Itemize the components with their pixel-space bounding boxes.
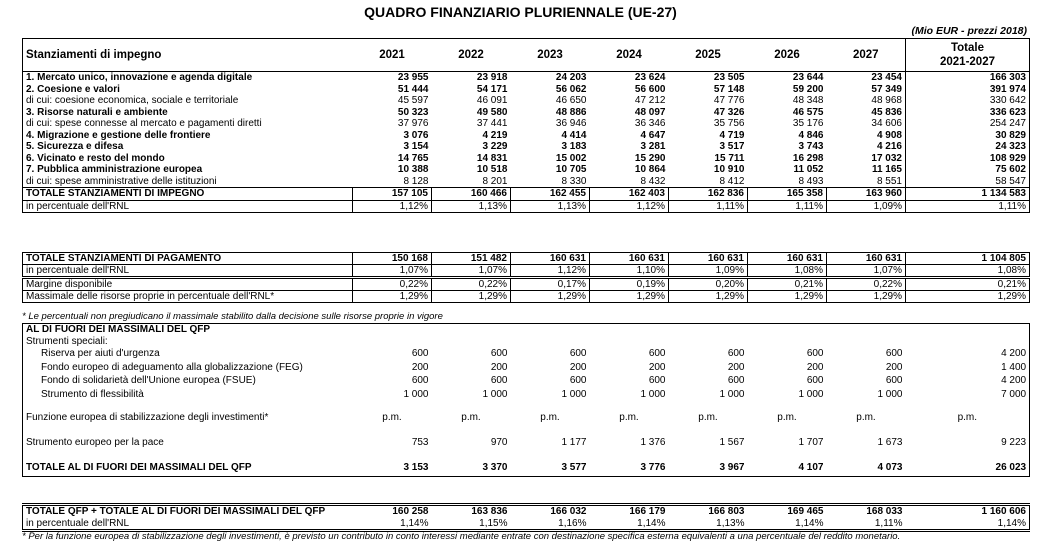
row-value: 3 154 [403, 141, 429, 152]
row-value: 163 836 [471, 506, 508, 517]
row-total: 1 104 805 [906, 253, 1030, 265]
row-value: 1 000 [482, 388, 508, 400]
row-value: 3 076 [403, 129, 429, 141]
row-value: 1,29% [827, 291, 906, 303]
row-total: 0,21% [906, 278, 1030, 291]
row-value: 1,07% [353, 265, 432, 278]
row-value: 600 [806, 375, 824, 386]
header-year: 2021 [379, 49, 405, 61]
row-value: 14 831 [476, 152, 508, 164]
row-total: 108 929 [906, 153, 1030, 165]
row-value: 23 644 [792, 72, 824, 83]
row-value: 1,14% [795, 517, 824, 529]
row-value: 1 000 [877, 388, 903, 400]
row-value: 160 631 [669, 253, 748, 265]
row-label: TOTALE STANZIAMENTI DI PAGAMENTO [26, 253, 222, 264]
row-value: 8 330 [561, 175, 587, 187]
row-value: 15 711 [714, 152, 745, 164]
row-label: di cui: spese connesse al mercato e pagamenti diretti [26, 118, 262, 129]
row-value: 970 [490, 437, 508, 449]
header-year: 2025 [695, 49, 721, 61]
row-value: 57 349 [871, 83, 902, 95]
row-value: 1,29% [669, 291, 748, 303]
row-label: 6. Vicinato e resto del mondo [26, 152, 165, 164]
row-value: 10 910 [713, 164, 745, 175]
row-value: 163 960 [827, 188, 906, 201]
header-total [906, 39, 1030, 72]
row-label: di cui: coesione economica, sociale e territoriale [26, 95, 239, 106]
row-value: 47 326 [713, 106, 745, 118]
row-value: 1,12% [353, 200, 432, 213]
row-value: 160 631 [827, 253, 906, 265]
outside-ceilings-table [22, 323, 1030, 477]
row-label: in percentuale dell'RNL [26, 517, 130, 529]
margin-row [23, 278, 1030, 291]
row-value: 1 376 [640, 437, 666, 449]
row-value: 160 631 [748, 253, 827, 265]
row-label: Margine disponibile [26, 279, 113, 290]
row-value: 14 765 [397, 152, 429, 164]
spacer-row-cell [23, 450, 1030, 460]
row-value: 4 073 [877, 462, 903, 474]
commitments-table [22, 38, 1030, 213]
row-value: 1,29% [353, 291, 432, 303]
grand-total-table [22, 503, 1030, 532]
row-value: 8 201 [482, 175, 508, 187]
row-value: 1,14% [637, 517, 666, 529]
row-value: 8 412 [719, 175, 745, 187]
row-total: 26 023 [995, 462, 1027, 474]
row-value: 600 [885, 348, 903, 359]
commitment-row [23, 107, 1030, 119]
instrument-row [23, 374, 1030, 388]
row-value: 35 756 [713, 118, 745, 129]
row-value: 600 [411, 375, 429, 386]
row-label: TOTALE AL DI FUORI DEI MASSIMALI DEL QFP [26, 462, 252, 474]
row-value: 162 455 [511, 188, 590, 201]
row-value: 16 298 [792, 152, 824, 164]
row-value: 1,29% [511, 291, 590, 303]
row-value: 3 153 [403, 462, 429, 474]
row-value: 1 177 [561, 437, 587, 449]
row-value: 10 705 [555, 164, 587, 175]
row-value: 200 [648, 361, 666, 373]
row-value: 4 719 [719, 129, 745, 141]
total-commitments-row [23, 188, 1030, 201]
row-value: 165 358 [748, 188, 827, 201]
row-value: 1 000 [798, 388, 824, 400]
row-value: 169 465 [787, 506, 824, 517]
row-value: 35 176 [792, 118, 824, 129]
row-value: 166 032 [550, 506, 587, 517]
row-value: 10 864 [634, 164, 666, 175]
row-value: 0,22% [432, 278, 511, 291]
instrument-row [23, 347, 1030, 361]
grand-total-pct-row [23, 518, 1030, 531]
row-value: 1 000 [561, 388, 587, 400]
row-total: 1 160 606 [981, 506, 1026, 517]
row-value: 600 [648, 375, 666, 386]
row-value: 600 [490, 348, 508, 359]
row-total: 254 247 [906, 118, 1030, 130]
row-value: 10 388 [397, 164, 429, 175]
row-value: 200 [806, 361, 824, 373]
row-label: Massimale delle risorse proprie in percentuale dell'RNL* [26, 291, 275, 302]
outside-heading-cell: AL DI FUORI DEI MASSIMALI DEL QFP [26, 324, 211, 335]
row-value: 600 [648, 348, 666, 359]
row-value: 160 631 [590, 253, 669, 265]
row-value: 3 370 [482, 462, 508, 474]
grand-total-row [23, 505, 1030, 518]
row-value: 51 444 [397, 83, 429, 95]
row-total: 1,14% [997, 517, 1026, 529]
header-year: 2027 [852, 49, 879, 61]
row-total: 75 602 [906, 164, 1030, 176]
row-value: 1,11% [874, 517, 903, 529]
header-year: 2022 [458, 49, 484, 61]
row-value: 45 836 [871, 106, 902, 118]
total-payments-pct-row [23, 265, 1030, 278]
commitment-row [23, 130, 1030, 142]
row-value: 0,19% [590, 278, 669, 291]
row-total: 166 303 [906, 72, 1030, 84]
instrument-row [23, 361, 1030, 375]
row-value: p.m. [698, 412, 718, 424]
row-value: 4 647 [640, 129, 666, 141]
row-value: 49 580 [476, 106, 508, 118]
row-total: 58 547 [906, 176, 1030, 188]
total-payments-row [23, 253, 1030, 265]
row-value: 23 955 [397, 72, 429, 83]
footnote-stabilisation: * Per la funzione europea di stabilizzazione degli investimenti, è previsto un contributo in conto interessi mediante entrate con destinazione specifica esterna equivalenti a una percentuale del reddito monetario. [22, 531, 901, 542]
page-title: QUADRO FINANZIARIO PLURIENNALE (UE-27) [364, 4, 677, 20]
commitment-row [23, 176, 1030, 188]
instrument-row [23, 388, 1030, 402]
commitment-row [23, 95, 1030, 107]
row-value: 1 000 [719, 388, 745, 400]
row-value: 3 281 [640, 141, 666, 152]
row-value: 50 323 [397, 106, 429, 118]
header-year: 2023 [537, 49, 563, 61]
row-value: 34 606 [871, 118, 902, 129]
row-value: 600 [490, 375, 508, 386]
row-value: 1,29% [748, 291, 827, 303]
peace-facility-row [23, 436, 1030, 450]
row-total: 1 400 [1001, 361, 1027, 373]
row-value: 200 [490, 361, 508, 373]
row-value: 59 200 [792, 83, 824, 95]
row-value: 3 776 [640, 462, 666, 474]
row-value: 168 033 [866, 506, 903, 517]
row-value: 17 032 [871, 152, 902, 164]
row-value: p.m. [461, 412, 481, 424]
row-value: 47 212 [634, 95, 666, 106]
row-value: 10 518 [476, 164, 508, 175]
commitment-row [23, 118, 1030, 130]
row-value: p.m. [619, 412, 639, 424]
row-value: 23 918 [476, 72, 508, 83]
row-value: 8 432 [640, 175, 666, 187]
row-value: 160 631 [511, 253, 590, 265]
row-value: 3 183 [561, 141, 587, 152]
row-value: 54 171 [476, 83, 508, 95]
row-value: 24 203 [555, 72, 587, 83]
row-value: 46 650 [555, 95, 587, 106]
row-value: 200 [885, 361, 903, 373]
row-value: 1,16% [558, 517, 587, 529]
row-label: Funzione europea di stabilizzazione degli investimenti* [26, 412, 269, 424]
commitment-row [23, 84, 1030, 96]
row-value: 46 091 [476, 95, 508, 106]
row-value: 48 097 [634, 106, 666, 118]
row-value: 1,13% [511, 200, 590, 213]
row-value: 157 105 [353, 188, 432, 201]
row-label: di cui: spese amministrative delle istituzioni [26, 175, 217, 187]
row-value: 37 976 [397, 118, 429, 129]
header-total-line2: 2021-2027 [940, 56, 995, 68]
row-value: 1 000 [403, 388, 429, 400]
row-value: 48 968 [871, 95, 902, 106]
row-label: TOTALE QFP + TOTALE AL DI FUORI DEI MASSIMALI DEL QFP [26, 506, 326, 517]
row-label: Fondo di solidarietà dell'Unione europea (FSUE) [41, 375, 256, 386]
row-value: 23 624 [634, 72, 666, 83]
row-value: 15 002 [555, 152, 587, 164]
row-total: 391 974 [906, 84, 1030, 96]
row-total: 336 623 [906, 107, 1030, 119]
row-value: 11 052 [793, 164, 824, 175]
row-value: 0,22% [827, 278, 906, 291]
row-label: Strumento di flessibilità [41, 388, 144, 400]
row-value: 1,13% [716, 517, 745, 529]
row-value: 162 403 [590, 188, 669, 201]
row-value: 1,12% [511, 265, 590, 278]
row-label: in percentuale dell'RNL [26, 200, 130, 212]
row-value: 1,29% [432, 291, 511, 303]
row-value: 3 517 [719, 141, 745, 152]
row-label: 2. Coesione e valori [26, 83, 120, 95]
row-value: 8 551 [876, 175, 902, 187]
special-instruments-label [23, 336, 1030, 348]
row-value: 600 [727, 348, 745, 359]
row-label: TOTALE STANZIAMENTI DI IMPEGNO [26, 188, 205, 199]
row-value: 160 258 [392, 506, 429, 517]
row-label: Strumento europeo per la pace [26, 437, 164, 449]
row-value: 1,07% [432, 265, 511, 278]
row-value: 160 466 [432, 188, 511, 201]
row-value: 57 148 [713, 83, 745, 95]
row-value: 162 836 [669, 188, 748, 201]
row-value: 3 577 [561, 462, 587, 474]
spacer-row [23, 401, 1030, 411]
row-value: 1 567 [719, 437, 745, 449]
row-value: 1,10% [590, 265, 669, 278]
row-value: 4 846 [798, 129, 824, 141]
row-value: 11 165 [871, 164, 902, 175]
row-value: 36 346 [634, 118, 666, 129]
row-total: 330 642 [906, 95, 1030, 107]
commitment-row [23, 141, 1030, 153]
row-value: p.m. [856, 412, 876, 424]
row-value: 4 908 [876, 129, 902, 141]
row-value: 4 216 [876, 141, 902, 152]
stabilisation-row [23, 411, 1030, 425]
header-row [23, 39, 1030, 72]
row-value: 0,22% [353, 278, 432, 291]
outside-heading [23, 324, 1030, 336]
row-value: 3 743 [798, 141, 824, 152]
row-value: 600 [727, 375, 745, 386]
row-value: 8 493 [798, 175, 824, 187]
row-value: 37 441 [476, 118, 508, 129]
header-year: 2026 [774, 49, 800, 61]
row-total: 7 000 [1001, 388, 1027, 400]
row-label: 1. Mercato unico, innovazione e agenda digitale [26, 72, 253, 83]
row-value: 3 967 [719, 462, 745, 474]
row-value: 1,29% [590, 291, 669, 303]
row-value: 1 707 [798, 437, 824, 449]
row-value: 151 482 [432, 253, 511, 265]
row-value: 753 [411, 437, 429, 449]
row-value: 4 414 [561, 129, 587, 141]
row-value: 45 597 [397, 95, 429, 106]
row-label: Fondo europeo di adeguamento alla globalizzazione (FEG) [41, 361, 303, 373]
spacer-row [23, 425, 1030, 436]
row-value: 4 107 [798, 462, 824, 474]
row-value: 47 776 [713, 95, 745, 106]
row-label: 4. Migrazione e gestione delle frontiere [26, 129, 211, 141]
row-value: 1 673 [877, 437, 903, 449]
row-value: 8 128 [403, 175, 429, 187]
row-label: in percentuale dell'RNL [26, 265, 130, 276]
row-value: 23 505 [713, 72, 745, 83]
spacer-row [23, 450, 1030, 460]
special-instruments-label-cell: Strumenti speciali: [26, 335, 108, 347]
spacer-row-cell [23, 401, 1030, 411]
row-total: 4 200 [1001, 375, 1027, 386]
row-label: 3. Risorse naturali e ambiente [26, 106, 168, 118]
row-total: 1,11% [906, 200, 1030, 213]
row-value: 23 454 [871, 72, 902, 83]
row-value: 200 [727, 361, 745, 373]
row-value: 1,14% [400, 517, 429, 529]
row-total: 9 223 [1001, 437, 1027, 449]
row-value: 150 168 [353, 253, 432, 265]
row-value: p.m. [382, 412, 402, 424]
row-value: 200 [411, 361, 429, 373]
row-value: 166 179 [629, 506, 666, 517]
footnote-ceiling: * Le percentuali non pregiudicano il massimale stabilito dalla decisione sulle risorse proprie in vigore [22, 311, 443, 322]
payments-table [22, 252, 1030, 303]
row-total: 30 829 [906, 130, 1030, 142]
row-value: 48 886 [555, 106, 587, 118]
row-label: 5. Sicurezza e difesa [26, 141, 124, 152]
row-label: Riserva per aiuti d'urgenza [41, 348, 160, 359]
row-value: 600 [411, 348, 429, 359]
total-commitments-pct-row [23, 200, 1030, 213]
unit-label: (Mio EUR - prezzi 2018) [911, 25, 1027, 37]
spacer-row-cell [23, 425, 1030, 436]
row-value: 1,11% [669, 200, 748, 213]
header-total-line1: Totale [950, 42, 984, 54]
row-value: 1,07% [827, 265, 906, 278]
row-value: 56 062 [555, 83, 587, 95]
row-value: 56 600 [634, 83, 666, 95]
row-value: 600 [885, 375, 903, 386]
row-total: 1,29% [906, 291, 1030, 303]
row-value: 600 [569, 348, 587, 359]
row-total: 1,08% [906, 265, 1030, 278]
row-value: p.m. [777, 412, 797, 424]
row-value: 3 229 [482, 141, 508, 152]
row-total: p.m. [957, 412, 978, 424]
row-value: 1,12% [590, 200, 669, 213]
row-value: 0,21% [748, 278, 827, 291]
row-total: 1 134 583 [906, 188, 1030, 201]
row-value: 600 [569, 375, 587, 386]
row-value: 46 575 [792, 106, 824, 118]
row-total: 24 323 [906, 141, 1030, 153]
row-value: 1,11% [748, 200, 827, 213]
row-value: 200 [569, 361, 587, 373]
commitment-row [23, 153, 1030, 165]
row-value: 1 000 [640, 388, 666, 400]
row-value: 36 946 [555, 118, 587, 129]
row-label: 7. Pubblica amministrazione europea [26, 164, 203, 175]
row-value: 15 290 [634, 152, 666, 164]
commitment-row [23, 164, 1030, 176]
row-value: 1,15% [479, 517, 508, 529]
row-value: 166 803 [708, 506, 745, 517]
outside-total-row [23, 460, 1030, 477]
row-value: 1,09% [669, 265, 748, 278]
header-year: 2024 [616, 49, 642, 61]
commitment-row [23, 72, 1030, 84]
ceiling-row [23, 291, 1030, 303]
row-value: 1,13% [432, 200, 511, 213]
row-value: 0,20% [669, 278, 748, 291]
row-value: 1,08% [748, 265, 827, 278]
row-value: 48 348 [792, 95, 824, 106]
row-total: 4 200 [1001, 348, 1027, 359]
row-value: 4 219 [482, 129, 508, 141]
row-value: 0,17% [511, 278, 590, 291]
row-value: 1,09% [827, 200, 906, 213]
header-label: Stanziamenti di impegno [26, 49, 162, 61]
row-value: 600 [806, 348, 824, 359]
row-value: p.m. [540, 412, 560, 424]
